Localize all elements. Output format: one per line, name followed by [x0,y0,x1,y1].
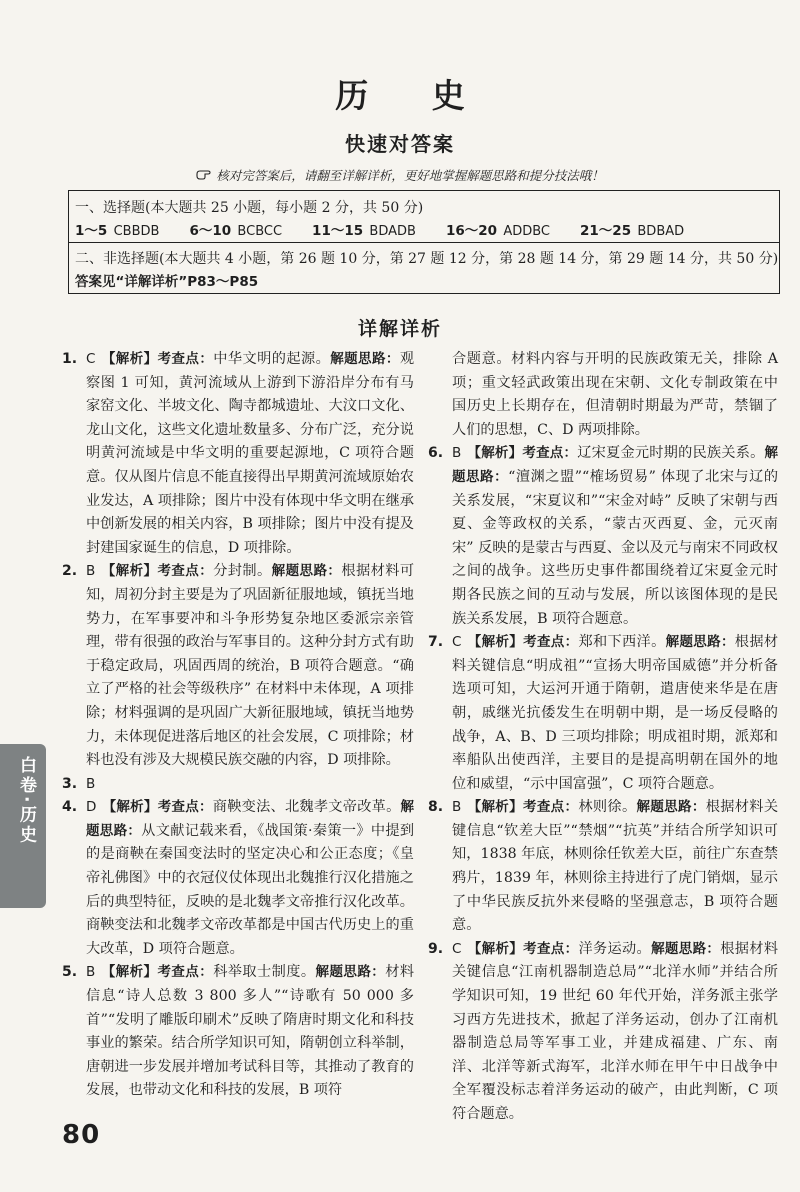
answer-key-choice-section [69,191,779,243]
explanation-item: 7. C 【解析】考查点：郑和下西洋。解题思路：根据材料关键信息“明成祖”“宣扬大明帝国威德”并分析备选项可知，大运河开通于隋朝，遣唐使来华是在唐朝，戚继光抗倭发生在明朝中期，是一场反侵略的战争，A、B、D 三项均排除；明成祖时期，派郑和率船队出使西洋，主要目的是提高明朝在国外的地位和威望，“示中国富强”，C 项符合题意。 [428,631,778,796]
answer-group [75,219,159,239]
point-label: 考查点 [157,799,199,816]
item-point: 科举取士制度。 [213,964,316,981]
approach-label: 解题思路 [315,964,372,981]
point-label: 考查点 [522,445,564,462]
item-text: 根据材料关键信息“钦差大臣”“禁烟”“抗英”并结合所学知识可知，1838 年底，林则徐任钦差大臣，前往广东查禁鸦片，1839 年，林则徐主持进行了虎门销烟，显示了中华民族反抗外来侵略的坚强意志，B 项符合题意。 [452,799,779,934]
answer-key-heading: 快速对答案 [345,132,455,156]
answer-range: 16～20 [445,223,498,239]
analysis-tag: 【解析】 [467,634,524,651]
detail-heading: 详解详析 [357,318,442,340]
item-answer: C [452,940,462,957]
explanation-item: 4. D 【解析】考查点：商鞅变法、北魏孝文帝改革。解题思路：从文献记载来看，《战国策·秦策一》中提到的是商鞅在秦国变法时的坚定决心和公正态度；《皇帝礼佛图》中的衣冠仪仗体现出北魏推行汉化措施之后的典型特征，反映的是北魏孝文帝推行汉化改革。商鞅变法和北魏孝文帝改革都是中国古代历史上的重大改革，D 项符合题意。 [62,796,414,961]
item-text: “澶渊之盟”“榷场贸易” 体现了北宋与辽的关系发展，“宋夏议和”“宋金对峙” 反映了宋朝与西夏、金等政权的关系，“蒙古灭西夏、金，元灭南宋” 反映的是蒙古与西夏、金以及元与南宋不同政权之间的战争。这些历史事件都围绕着辽宋夏金元时期各民族之间的互动与发展，所以该图体现的是民族关系发展，B 项符合题意。 [452,468,779,627]
approach-label: 解题思路 [271,563,328,580]
point-label: 考查点 [157,563,200,580]
item-text: 根据材料关键信息“明成祖”“宣扬大明帝国威德”并分析备选项可知，大运河开通于隋朝，遣唐使来华是在唐朝，戚继光抗倭发生在明朝中期，是一场反侵略的战争，A、B、D 三项均排除；明成祖时期，派郑和率船队出使西洋，主要目的是提高明朝在国外的地位和威望，“示中国富强”，C 项符合题意。 [452,634,779,792]
item-number: 5. [62,964,78,981]
side-tab-label: 白卷·历史 [16,756,36,846]
answer-group [189,219,282,239]
page-title: 历 史 [335,76,491,115]
item-number: 1. [62,351,78,367]
answer-letters: CBBDB [113,224,160,239]
page-number: 80 [62,1120,101,1150]
point-label: 考查点 [522,799,565,816]
item-text: 根据材料关键信息“江南机器制造总局”“北洋水师”并结合所学知识可知，19 世纪 60 年代开始，洋务派主张学习西方先进技术，掀起了洋务运动，创办了江南机器制造总局等军事工业，并建成福建、广东、南洋、北洋等新式海军，北洋水师在甲午中日战争中全军覆没标志着洋务运动的破产，由此判断，C 项符合题意。 [452,940,779,1122]
answer-range: 21～25 [580,223,632,239]
analysis-tag: 【解析】 [467,940,524,957]
answer-letters: ADDBC [503,224,551,239]
item-answer: C [452,634,462,651]
answer-group [312,219,416,239]
point-label: 考查点 [157,964,200,981]
answer-letters: BDADB [369,224,416,239]
item-number: 8. [428,799,444,816]
explanation-item: 5. B 【解析】考查点：科举取士制度。解题思路：材料信息“诗人总数 3 800 多人”“诗歌有 50 000 多首”“发明了雕版印刷术”反映了隋唐时期文化和科技事业的繁荣。结合所学知识可知，隋朝创立科举制，唐朝进一步发展并增加考试科目等，其推动了教育的发展，也带动文化和科技的发展，B 项符 [62,961,414,1103]
item-continuation: 合题意。材料内容与开明的民族政策无关，排除 A 项；重文轻武政策出现在宋朝、文化专制政策在中国历史上长期存在，但清朝时期最为严苛，禁锢了人们的思想，C、D 两项排除。 [452,351,778,438]
item-text: 观察图 1 可知，黄河流域从上游到下游沿岸分布有马家窑文化、半坡文化、陶寺都城遗址、大汶口文化、龙山文化，这些文化遗址数量多、分布广泛，充分说明黄河流域是中华文明的重要起源地，C 项符合题意。仅从图片信息不能直接得出早期黄河流域原始农业发达，A 项排除；图片中没有体现中华文明在继承中创新发展的相关内容，B 项排除；图片中没有提及封建国家诞生的信息，D 项排除。 [86,351,415,556]
item-answer: B [452,445,462,462]
item-number: 7. [428,634,444,651]
explanation-item [62,773,414,797]
item-number: 3. [62,775,78,792]
point-label: 考查点 [523,634,565,651]
approach-label: 解题思路 [665,634,721,651]
analysis-tag: 【解析】 [101,964,158,981]
item-point: 郑和下西洋。 [578,634,666,651]
pointing-hand-icon [196,168,212,183]
answer-range: 6～10 [189,223,232,239]
item-text: 根据材料可知，周初分封主要是为了巩固新征服地域，镇抚当地势力，在军事要冲和斗争形势复杂地区委派宗亲管理，带有很强的政治与军事目的。这种分封方式有助于稳定政局，巩固西周的统治，B 项符合题意。“确立了严格的社会等级秩序” 在材料中未体现，A 项排除；材料强调的是巩固广大新征服地域，镇抚当地势力，未体现促进落后地区的社会发展，C 项排除；材料也没有涉及大规模民族交融的内容，D 项排除。 [86,563,415,769]
approach-label: 解题思路 [651,940,707,957]
approach-label: 解题思路 [330,351,386,367]
answer-key-box [68,190,780,294]
item-answer: B [86,964,96,981]
analysis-tag: 【解析】 [102,799,158,816]
item-point: 商鞅变法、北魏孝文帝改革。 [212,799,401,816]
nonchoice-section-label: 二、非选择题(本大题共 4 小题，第 26 题 10 分，第 27 题 12 分，第 28 题 14 分，第 29 题 14 分，共 50 分) [75,251,779,267]
explanation-item: 6. B 【解析】考查点：辽宋夏金元时期的民族关系。解题思路：“澶渊之盟”“榷场贸易” 体现了北宋与辽的关系发展，“宋夏议和”“宋金对峙” 反映了宋朝与西夏、金等政权的关系，“蒙古灭西夏、金，元灭南宋” 反映的是蒙古与西夏、金以及元与南宋不同政权之间的战争。这些历史事件都围绕着辽宋夏金元时期各民族之间的互动与发展，所以该图体现的是民族关系发展，B 项符合题意。 [428,442,778,631]
approach-label: 解题思路 [86,799,415,839]
analysis-tag: 【解析】 [467,799,523,816]
analysis-tag: 【解析】 [467,445,523,462]
side-tab [0,744,46,908]
explanation-item: 8. B 【解析】考查点：林则徐。解题思路：根据材料关键信息“钦差大臣”“禁烟”“抗英”并结合所学知识可知，1838 年底，林则徐任钦差大臣，前往广东查禁鸦片，1839 年，林则徐主持进行了虎门销烟，显示了中华民族反抗外来侵略的坚强意志，B 项符合题意。 [428,796,778,938]
analysis-tag: 【解析】 [101,351,158,367]
answer-range: 11～15 [312,223,364,239]
hint-text: 核对完答案后，请翻至详解详析，更好地掌握解题思路和提分技法哦！ [216,168,604,183]
item-number: 9. [428,940,444,957]
item-text: 材料信息“诗人总数 3 800 多人”“诗歌有 50 000 多首”“发明了雕版印刷术”反映了隋唐时期文化和科技事业的繁荣。结合所学知识可知，隋朝创立科举制，唐朝进一步发展并增加考试科目等，其推动了教育的发展，也带动文化和科技的发展，B 项符 [86,964,415,1099]
item-point: 中华文明的起源。 [213,351,331,367]
explanation-item: 2. B 【解析】考查点：分封制。解题思路：根据材料可知，周初分封主要是为了巩固新征服地域，镇抚当地势力，在军事要冲和斗争形势复杂地区委派宗亲管理，带有很强的政治与军事目的。这种分封方式有助于稳定政局，巩固西周的统治，B 项符合题意。“确立了严格的社会等级秩序” 在材料中未体现，A 项排除；材料强调的是巩固广大新征服地域，镇抚当地势力，未体现促进落后地区的社会发展，C 项排除；材料也没有涉及大规模民族交融的内容，D 项排除。 [62,560,414,772]
left-column [62,348,414,1103]
item-point: 洋务运动。 [578,940,652,957]
item-answer: B [86,563,96,580]
answer-group [580,219,684,239]
nonchoice-note: 答案见“详解详析”P83～P85 [75,274,259,290]
item-point: 辽宋夏金元时期的民族关系。 [577,445,765,462]
answer-group [446,219,550,239]
choice-section-label: 一、选择题(本大题共 25 小题，每小题 2 分，共 50 分) [75,200,424,216]
item-point: 分封制。 [213,563,272,580]
item-answer: D [86,799,97,816]
answer-letters: BCBCC [237,224,283,239]
item-answer: C [86,351,96,367]
approach-label: 解题思路 [636,799,692,816]
approach-label: 解题思路 [452,445,778,485]
item-number: 4. [62,799,78,816]
analysis-tag: 【解析】 [101,563,158,580]
item-answer: B [86,775,96,792]
item-number: 2. [62,563,78,580]
item-number: 6. [428,445,444,462]
item-text: 从文献记载来看，《战国策·秦策一》中提到的是商鞅在秦国变法时的坚定决心和公正态度；《皇帝礼佛图》中的衣冠仪仗体现出北魏推行汉化措施之后的典型特征，反映的是北魏孝文帝推行汉化改革。商鞅变法和北魏孝文帝改革都是中国古代历史上的重大改革，D 项符合题意。 [86,822,415,957]
answer-range: 1～5 [75,223,108,239]
choice-answers-row [75,219,684,239]
point-label: 考查点 [157,351,200,367]
right-column [428,348,778,1127]
point-label: 考查点 [523,940,565,957]
explanation-item: 1. C 【解析】考查点：中华文明的起源。解题思路：观察图 1 可知，黄河流域从上游到下游沿岸分布有马家窑文化、半坡文化、陶寺都城遗址、大汶口文化、龙山文化，这些文化遗址数量多、分布广泛，充分说明黄河流域是中华文明的重要起源地，C 项符合题意。仅从图片信息不能直接得出早期黄河流域原始农业发达，A 项排除；图片中没有体现中华文明在继承中创新发展的相关内容，B 项排除；图片中没有提及封建国家诞生的信息，D 项排除。 [62,348,414,560]
explanation-item: 9. C 【解析】考查点：洋务运动。解题思路：根据材料关键信息“江南机器制造总局”“北洋水师”并结合所学知识可知，19 世纪 60 年代开始，洋务派主张学习西方先进技术，掀起了洋务运动，创办了江南机器制造总局等军事工业，并建成福建、广东、南洋、北洋等新式海军，北洋水师在甲午中日战争中全军覆没标志着洋务运动的破产，由此判断，C 项符合题意。 [428,938,778,1127]
answer-letters: BDBAD [637,224,685,239]
answer-key-nonchoice-section [69,242,779,293]
item-point: 林则徐。 [578,799,637,816]
item-answer: B [452,799,462,816]
hint-line [0,166,800,184]
